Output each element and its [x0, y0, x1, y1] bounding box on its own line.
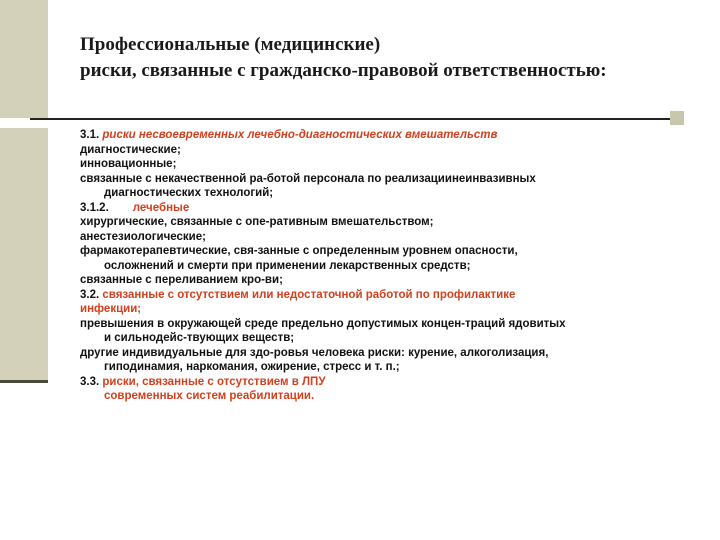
slide-body [80, 128, 700, 404]
section-3-1 [80, 128, 700, 143]
title-divider [30, 118, 670, 120]
title-line-1: Профессиональные (медицинские) [80, 34, 381, 55]
list-item: анестезиологические; [80, 230, 206, 243]
list-item-continuation: гиподинамия, наркомания, ожирение, стресс и т. п.; [104, 361, 400, 373]
list-item-continuation: осложнений и смерти при применении лекарственных средств; [104, 259, 471, 272]
list-item-continuation: и сильнодейс-твующих веществ; [104, 332, 295, 344]
list-item: инновационные; [80, 158, 177, 170]
divider-square-marker [670, 111, 684, 125]
section-heading: риски несвоевременных лечебно-диагностических вмешательств [102, 129, 498, 141]
slide-title [80, 32, 700, 84]
list-item: превышения в окружающей среде предельно допустимых концен-траций ядовитых [80, 317, 566, 330]
section-number: 3.1.2. [80, 201, 109, 214]
section-heading-continuation: инфекции; [80, 303, 142, 315]
section-number: 3.1. [80, 129, 103, 141]
list-item: диагностические; [80, 143, 181, 156]
section-3-1-2 [80, 201, 700, 216]
list-item: другие индивидуальные для здо-ровья человека риски: курение, алкоголизация, [80, 346, 549, 359]
side-decor-bar-top [0, 0, 48, 118]
title-line-2: риски, связанные с гражданско-правовой ответственностью: [80, 60, 607, 81]
section-heading: лечебные [132, 201, 190, 214]
side-decor-bar-bottom [0, 128, 48, 380]
side-decor-line [0, 380, 48, 383]
section-heading-continuation: современных систем реабилитации. [104, 390, 315, 402]
list-item: связанные с некачественной ра-ботой персонала по реализациинеинвазивных [80, 172, 536, 185]
list-item: хирургические, связанные с опе-ративным вмешательством; [80, 216, 434, 228]
section-heading: связанные с отсутствием или недостаточной работой по профилактике [102, 288, 516, 301]
section-3-2 [80, 288, 700, 303]
section-heading: риски, связанные с отсутствием в ЛПУ [102, 375, 326, 388]
list-item: фармакотерапевтические, свя-занные с определенным уровнем опасности, [80, 245, 518, 257]
section-number: 3.3. [80, 375, 103, 388]
section-number: 3.2. [80, 288, 103, 301]
section-3-3 [80, 375, 700, 390]
list-item-continuation: диагностических технологий; [104, 187, 274, 199]
list-item: связанные с переливанием кро-ви; [80, 274, 283, 286]
